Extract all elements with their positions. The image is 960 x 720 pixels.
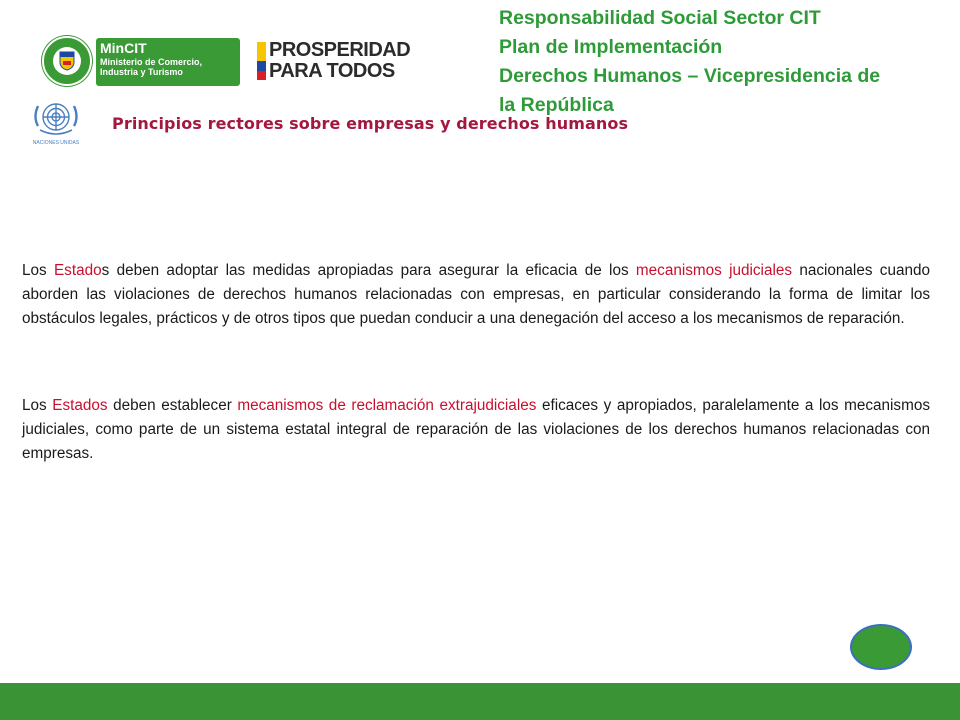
text-segment: nacionales cuando aborden las violaciones de derechos humanos relacionadas con empresas, en particular considerando la forma de limitar los obstáculos legales, prácticos y de otros tipos que puedan conducir a una denegación del acceso a los mecanismos de reparación. xyxy=(22,262,930,327)
text-segment: s deben adoptar las medidas apropiadas para asegurar la eficacia de los xyxy=(101,262,636,279)
un-emblem-icon xyxy=(28,96,84,140)
section-subtitle: Principios rectores sobre empresas y derechos humanos xyxy=(112,114,629,133)
paragraph-extrajudicial-mechanisms xyxy=(22,394,930,466)
mincit-ministry-name: Ministerio de Comercio, Industria y Turismo xyxy=(100,57,203,77)
footer-bar xyxy=(0,683,960,720)
title-line: Plan de Implementación xyxy=(499,36,723,58)
highlighted-term: Estado xyxy=(53,262,102,279)
text-segment: eficaces y apropiados, paralelamente a los mecanismos judiciales, como parte de un sistema estatal integral de reparación de las violaciones de los derechos humanos relacionadas con empresas. xyxy=(22,397,930,462)
highlighted-term: mecanismos de reclamación extrajudiciales xyxy=(237,397,537,414)
colombia-flag-icon xyxy=(257,42,266,80)
prosperidad-para-todos-logo: PROSPERIDAD PARA TODOS xyxy=(257,40,427,84)
title-line: Responsabilidad Social Sector CIT xyxy=(499,7,821,29)
colombia-seal-icon xyxy=(42,36,92,86)
highlighted-term: Estados xyxy=(52,397,108,414)
text-segment: Los xyxy=(22,397,53,414)
text-segment: Los xyxy=(22,262,54,279)
highlighted-term: mecanismos judiciales xyxy=(635,262,793,279)
title-line: la República xyxy=(499,94,614,116)
title-line: Derechos Humanos – Vicepresidencia de xyxy=(499,65,881,87)
page-title xyxy=(499,4,960,120)
mincit-brand-text: MinCIT xyxy=(100,40,147,56)
un-caption: NACIONES UNIDAS xyxy=(32,140,80,146)
united-nations-logo xyxy=(28,96,84,150)
navigation-oval-button[interactable] xyxy=(850,624,912,670)
paragraph-judicial-mechanisms xyxy=(22,259,930,331)
text-segment: deben establecer xyxy=(107,397,238,414)
mincit-logo xyxy=(42,36,240,86)
